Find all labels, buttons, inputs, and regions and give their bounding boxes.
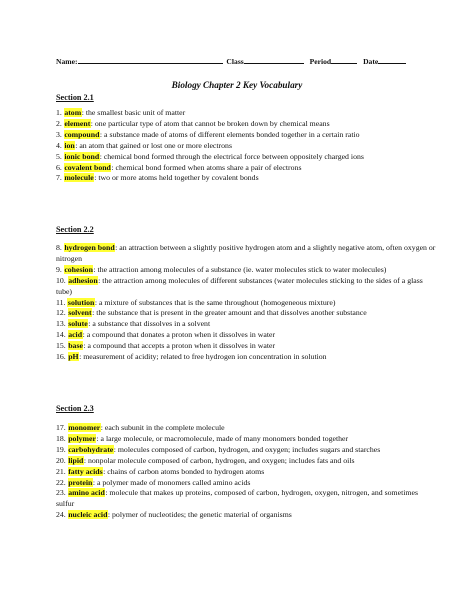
vocab-item bbox=[56, 130, 436, 141]
item-number: 14. bbox=[56, 330, 66, 340]
vocab-item bbox=[56, 173, 436, 184]
vocab-item bbox=[56, 298, 436, 309]
vocab-definition: : chemical bond formed through the electrical force between oppositely charged ions bbox=[99, 151, 364, 161]
period-blank bbox=[331, 56, 357, 64]
vocab-term: ionic bond bbox=[64, 151, 100, 161]
item-number: 3. bbox=[56, 129, 62, 139]
vocab-definition: : a mixture of substances that is the same throughout (homogeneous mixture) bbox=[94, 297, 336, 307]
vocab-term: fatty acids bbox=[68, 466, 103, 476]
vocab-term: solvent bbox=[68, 308, 92, 318]
item-number: 6. bbox=[56, 162, 62, 172]
section-title: Section 2.3 bbox=[56, 404, 94, 413]
vocab-item bbox=[56, 478, 436, 489]
vocab-term: covalent bond bbox=[64, 162, 111, 172]
vocab-term: polymer bbox=[68, 433, 96, 443]
item-number: 23. bbox=[56, 488, 66, 498]
date-label: Date bbox=[363, 57, 379, 66]
vocab-item bbox=[56, 141, 436, 152]
vocab-term: pH bbox=[68, 352, 79, 362]
vocab-term: lipid bbox=[68, 455, 84, 465]
item-number: 16. bbox=[56, 352, 66, 362]
vocab-definition: : an attraction between a slightly positive hydrogen atom and a slightly negative atom, often oxygen or nitrogen bbox=[56, 243, 436, 263]
item-number: 2. bbox=[56, 118, 62, 128]
page-title: Biology Chapter 2 Key Vocabulary bbox=[171, 80, 303, 90]
vocab-definition: : chemical bond formed when atoms share a pair of electrons bbox=[111, 162, 302, 172]
class-blank bbox=[244, 56, 304, 64]
item-number: 15. bbox=[56, 341, 66, 351]
vocab-term: adhesion bbox=[68, 275, 98, 285]
vocab-term: acid bbox=[68, 330, 83, 340]
vocab-item bbox=[56, 152, 436, 163]
vocab-definition: : nonpolar molecule composed of carbon, hydrogen, and oxygen; includes fats and oils bbox=[83, 455, 355, 465]
item-number: 10. bbox=[56, 275, 66, 285]
name-blank bbox=[78, 56, 223, 64]
vocab-definition: : one particular type of atom that cannot be broken down by chemical means bbox=[90, 118, 330, 128]
section-2-1-terms bbox=[56, 108, 436, 184]
vocab-item bbox=[56, 243, 436, 265]
vocab-term: element bbox=[64, 118, 91, 128]
vocab-definition: : a compound that donates a proton when it dissolves in water bbox=[82, 330, 276, 340]
vocab-item bbox=[56, 308, 436, 319]
vocab-definition: : each subunit in the complete molecule bbox=[100, 423, 225, 432]
vocab-item bbox=[56, 510, 436, 521]
item-number: 9. bbox=[56, 264, 62, 274]
vocab-term: compound bbox=[64, 129, 100, 139]
section-title: Section 2.2 bbox=[56, 225, 94, 234]
vocab-definition: : a substance that dissolves in a solvent bbox=[88, 319, 211, 329]
item-number: 12. bbox=[56, 308, 66, 318]
section-2-2-terms bbox=[56, 243, 436, 363]
class-label: Class bbox=[226, 57, 244, 66]
vocab-item bbox=[56, 467, 436, 478]
item-number: 22. bbox=[56, 477, 66, 487]
vocab-definition: : the attraction among molecules of a substance (ie. water molecules stick to water molecules) bbox=[93, 264, 387, 274]
vocab-item bbox=[56, 445, 436, 456]
period-label: Period bbox=[309, 57, 332, 66]
vocab-definition: : a polymer made of monomers called amino acids bbox=[92, 477, 251, 487]
vocab-item bbox=[56, 265, 436, 276]
item-number: 8. bbox=[56, 243, 62, 252]
item-number: 24. bbox=[56, 510, 66, 520]
vocab-term: protein bbox=[68, 477, 93, 487]
vocab-definition: : chains of carbon atoms bonded to hydrogen atoms bbox=[103, 466, 265, 476]
vocab-term: amino acid bbox=[68, 488, 105, 498]
vocab-item bbox=[56, 163, 436, 174]
vocab-definition: : the substance that is present in the greater amount and that dissolves another substance bbox=[92, 308, 367, 318]
item-number: 11. bbox=[56, 297, 66, 307]
vocab-term: molecule bbox=[64, 173, 94, 183]
name-label: Name: bbox=[56, 57, 78, 66]
item-number: 17. bbox=[56, 423, 66, 432]
vocab-term: monomer bbox=[68, 423, 101, 432]
section-2-3-terms bbox=[56, 423, 436, 521]
vocab-term: cohesion bbox=[64, 264, 93, 274]
item-number: 21. bbox=[56, 466, 66, 476]
vocab-definition: : a substance made of atoms of different elements bonded together in a certain ratio bbox=[99, 129, 360, 139]
vocab-term: nucleic acid bbox=[68, 510, 108, 520]
vocab-term: ion bbox=[64, 140, 75, 150]
section-title: Section 2.1 bbox=[56, 93, 94, 102]
vocab-item bbox=[56, 341, 436, 352]
vocab-term: solute bbox=[68, 319, 88, 329]
vocab-item bbox=[56, 488, 436, 510]
vocab-item bbox=[56, 330, 436, 341]
item-number: 18. bbox=[56, 433, 66, 443]
vocab-term: solution bbox=[67, 297, 95, 307]
date-blank bbox=[378, 56, 406, 64]
vocab-definition: : the smallest basic unit of matter bbox=[81, 108, 186, 117]
vocab-term: hydrogen bond bbox=[64, 243, 115, 252]
vocab-definition: : two or more atoms held together by covalent bonds bbox=[94, 173, 259, 183]
vocab-term: atom bbox=[64, 108, 82, 117]
vocab-definition: : measurement of acidity; related to free hydrogen ion concentration in solution bbox=[79, 352, 327, 362]
vocab-item bbox=[56, 434, 436, 445]
student-info-header bbox=[56, 56, 466, 66]
vocab-item bbox=[56, 423, 436, 434]
item-number: 1. bbox=[56, 108, 62, 117]
vocab-term: carbohydrate bbox=[68, 444, 114, 454]
vocab-definition: : an atom that gained or lost one or more electrons bbox=[75, 140, 232, 150]
vocab-definition: : molecules composed of carbon, hydrogen, and oxygen; includes sugars and starches bbox=[113, 444, 381, 454]
vocab-item bbox=[56, 456, 436, 467]
vocab-item bbox=[56, 119, 436, 130]
vocab-definition: : polymer of nucleotides; the genetic material of organisms bbox=[107, 510, 292, 520]
item-number: 13. bbox=[56, 319, 66, 329]
vocab-definition: : the attraction among molecules of different substances (water molecules sticking to the sides of a glass tube) bbox=[56, 275, 423, 296]
vocab-definition: : molecule that makes up proteins, composed of carbon, hydrogen, oxygen, nitrogen, and sometimes sulfur bbox=[56, 488, 418, 509]
item-number: 7. bbox=[56, 173, 62, 183]
vocab-definition: : a large molecule, or macromolecule, made of many monomers bonded together bbox=[96, 433, 349, 443]
vocab-item bbox=[56, 352, 436, 363]
item-number: 5. bbox=[56, 151, 62, 161]
item-number: 4. bbox=[56, 140, 62, 150]
vocab-term: base bbox=[68, 341, 83, 351]
vocab-item bbox=[56, 276, 436, 298]
item-number: 20. bbox=[56, 455, 66, 465]
item-number: 19. bbox=[56, 444, 66, 454]
vocab-definition: : a compound that accepts a proton when it dissolves in water bbox=[83, 341, 276, 351]
vocab-item bbox=[56, 319, 436, 330]
vocab-item bbox=[56, 108, 436, 119]
